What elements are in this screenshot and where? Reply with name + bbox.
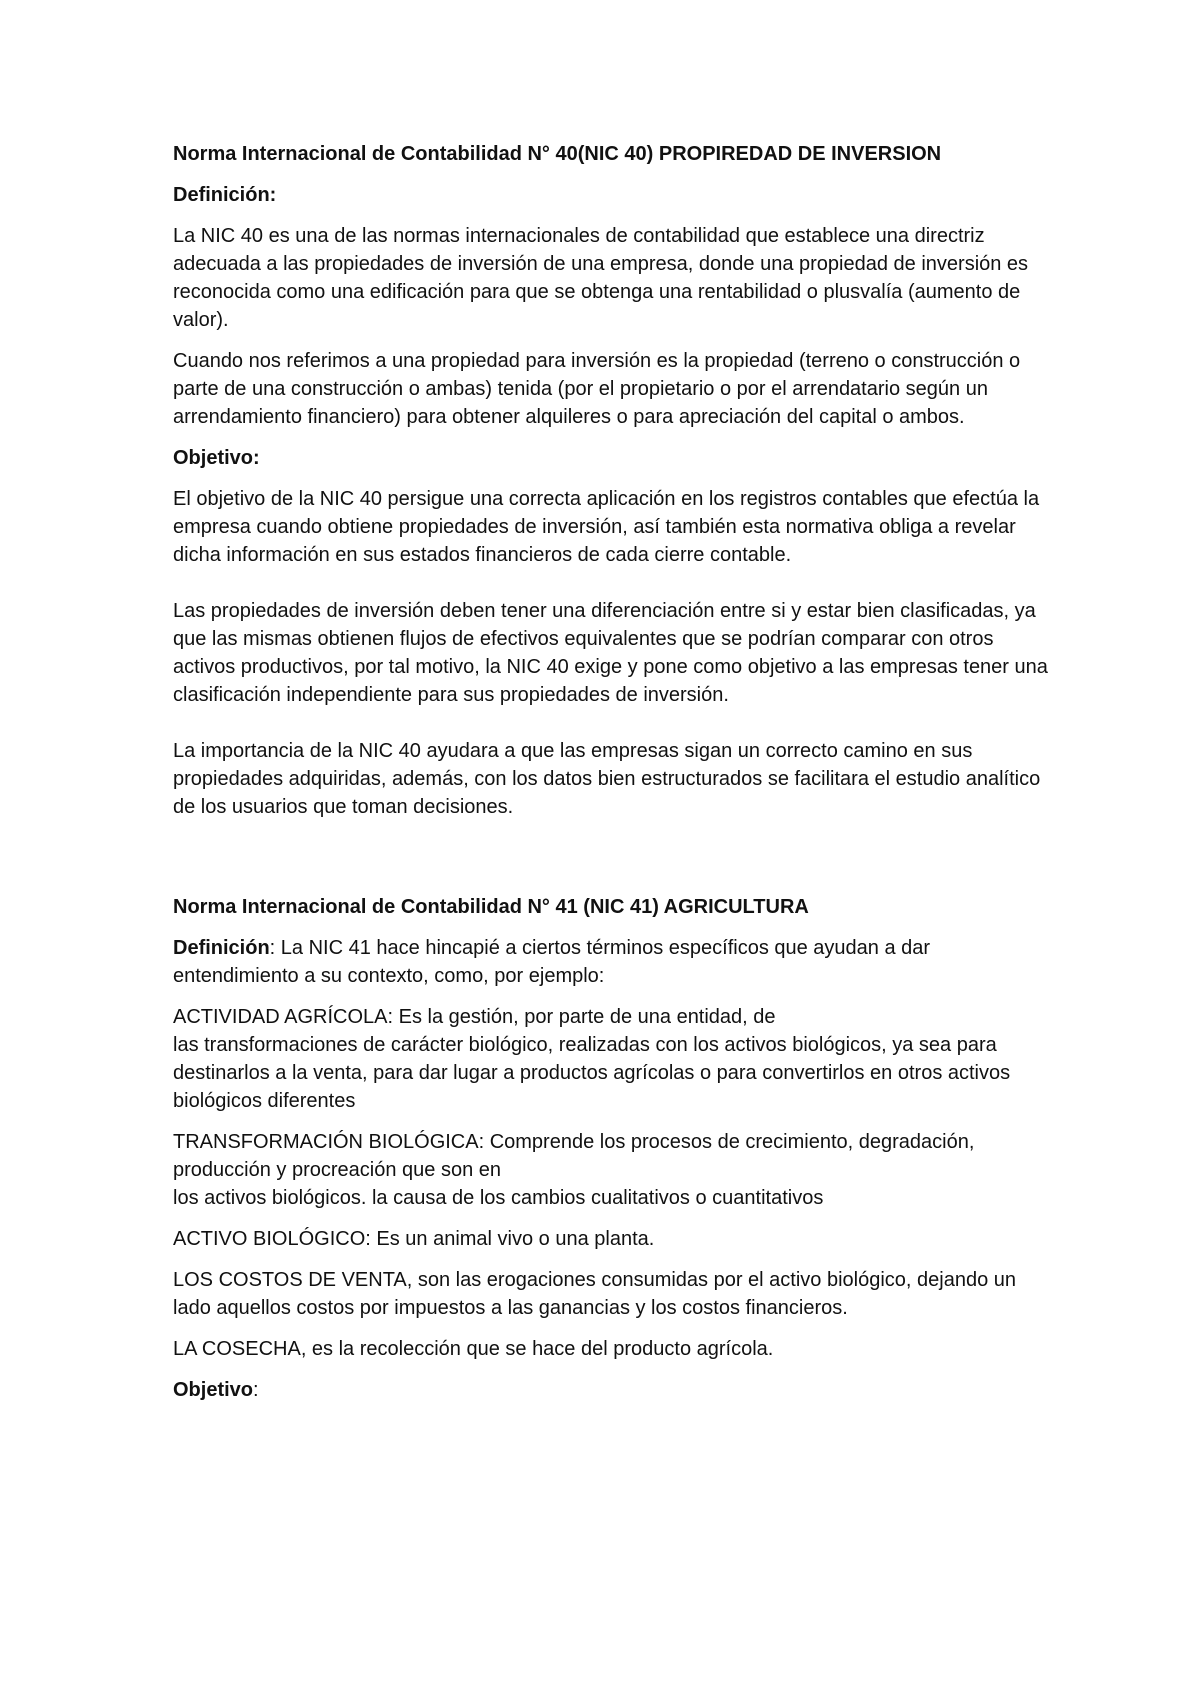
nic41-actividad-rest: las transformaciones de carácter biológico, realizadas con los activos biológicos, ya sea para destinarlos a la venta, para dar lugar a productos agrícolas o para convertirlos en otros activos biológicos diferentes (173, 1034, 1011, 1112)
nic40-objective-paragraph-1: El objetivo de la NIC 40 persigue una correcta aplicación en los registros contables que efectúa la empresa cuando obtiene propiedades de inversión, así también esta normativa obliga a revelar dicha información en sus estados financieros de cada cierre contable. (173, 488, 1040, 566)
nic41-transformacion-last-line: los activos biológicos. la causa de los cambios cualitativos o cuantitativos (173, 1187, 824, 1209)
nic41-actividad-line: ACTIVIDAD AGRÍCOLA: Es la gestión, por parte de una entidad, de (173, 1006, 776, 1028)
nic41-definition-text: : La NIC 41 hace hincapié a ciertos términos específicos que ayudan a dar entendimiento a su contexto, como, por ejemplo: (173, 937, 931, 987)
nic41-cosecha: LA COSECHA, es la recolección que se hace del producto agrícola. (173, 1338, 774, 1360)
nic41-objective-line (173, 1376, 1053, 1404)
document-page (173, 140, 1053, 1417)
nic41-objective-colon: : (253, 1379, 259, 1401)
nic41-definition-label: Definición (173, 937, 270, 959)
nic41-objective-label: Objetivo (173, 1379, 254, 1401)
nic40-objective-paragraph-2: Las propiedades de inversión deben tener una diferenciación entre si y estar bien clasificadas, ya que las mismas obtienen flujos de efectivos equivalentes que se podrían comparar con otros activos productivos, por tal motivo, la NIC 40 exige y pone como objetivo a las empresas tener una clasificación independiente para sus propiedades de inversión. (173, 600, 1048, 706)
nic40-definition-label: Definición: (173, 184, 277, 206)
nic41-transformacion-biologica (173, 1128, 1053, 1212)
nic40-objective-paragraph-3: La importancia de la NIC 40 ayudara a que las empresas sigan un correcto camino en sus propiedades adquiridas, además, con los datos bien estructurados se facilitara el estudio analítico de los usuarios que toman decisiones. (173, 740, 1041, 818)
nic40-objective-label: Objetivo: (173, 447, 260, 469)
nic41-activo-biologico: ACTIVO BIOLÓGICO: Es un animal vivo o una planta. (173, 1228, 655, 1250)
nic41-heading: Norma Internacional de Contabilidad N° 41 (NIC 41) AGRICULTURA (173, 896, 809, 918)
nic40-definition-paragraph: La NIC 40 es una de las normas internacionales de contabilidad que establece una directriz adecuada a las propiedades de inversión de una empresa, donde una propiedad de inversión es reconocida como una edificación para que se obtenga una rentabilidad o plusvalía (aumento de valor). (173, 225, 1029, 331)
nic41-transformacion-text: TRANSFORMACIÓN BIOLÓGICA: Comprende los procesos de crecimiento, degradación, producción y procreación que son en (173, 1131, 975, 1181)
nic41-actividad-agricola (173, 1003, 1053, 1115)
nic40-investment-property-paragraph: Cuando nos referimos a una propiedad para inversión es la propiedad (terreno o construcción o parte de una construcción o ambas) tenida (por el propietario o por el arrendatario según un arrendamiento financiero) para obtener alquileres o para apreciación del capital o ambos. (173, 350, 1021, 428)
nic41-definition-paragraph (173, 934, 1053, 990)
nic41-costos-de-venta: LOS COSTOS DE VENTA, son las erogaciones consumidas por el activo biológico, dejando un lado aquellos costos por impuestos a las ganancias y los costos financieros. (173, 1269, 1017, 1319)
nic40-heading: Norma Internacional de Contabilidad N° 40(NIC 40) PROPIREDAD DE INVERSION (173, 143, 942, 165)
